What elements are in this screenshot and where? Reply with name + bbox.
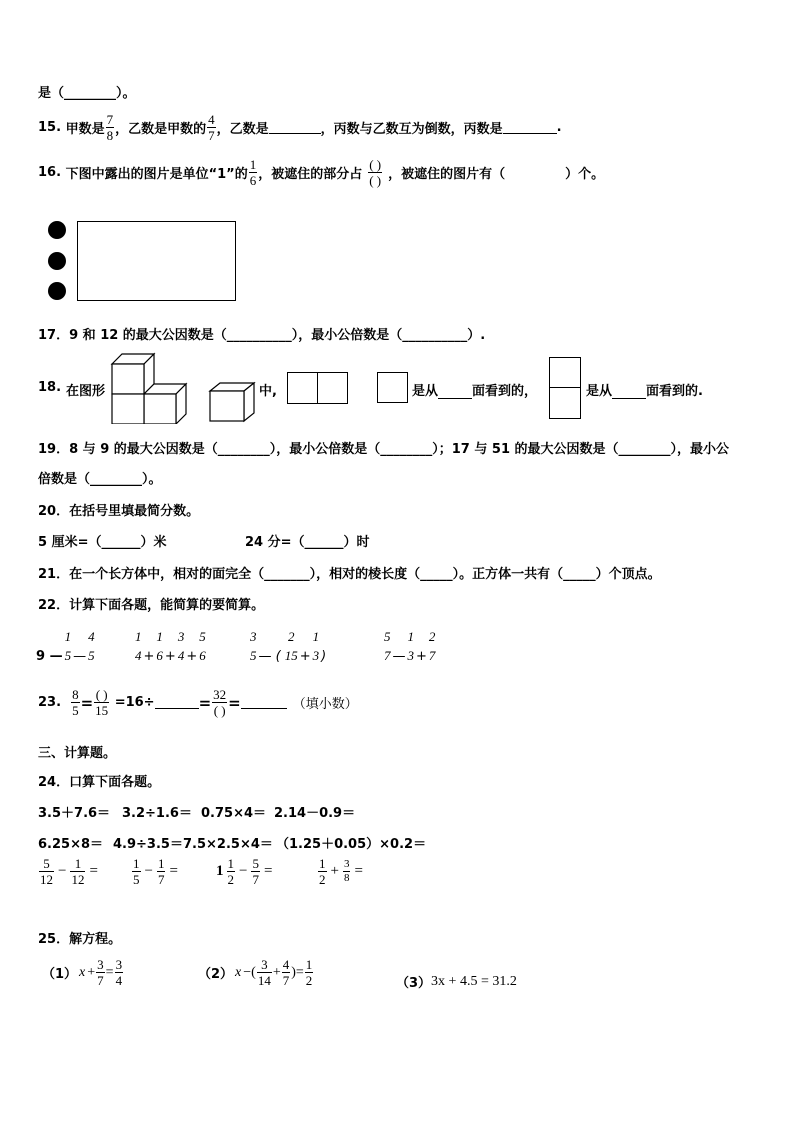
- q20-title: 20．在括号里填最简分数。: [38, 504, 200, 519]
- question-23: 23. $\frac{8}{5}$ = $\frac{( )}{15}$ =16÷ = $\frac{32}{( )}$ = （填小数）: [38, 687, 358, 718]
- q22-title: 22．计算下面各题，能简算的要简算。: [38, 598, 265, 613]
- q18-text-a: 在图形: [66, 384, 106, 399]
- q22-expression-4: [382, 627, 437, 664]
- q16-text-d: ）个。: [565, 167, 605, 182]
- q24-r2-c2: 4.9÷3.5＝: [113, 837, 183, 852]
- question-16: [38, 158, 604, 187]
- q24-r3-item-1: $\frac{5}{12}$ − $\frac{1}{12}$ =: [40, 856, 98, 887]
- q22-e2-frac-2: 1 6: [156, 628, 163, 663]
- q24-r2-c4: （1.25＋0.05）×0.2＝: [276, 837, 427, 852]
- q22-e3-op-1: — (: [258, 649, 281, 664]
- q22-e1-frac-1: 1 5: [64, 628, 72, 663]
- q23-fraction-2[interactable]: $\frac{( )}{15}$: [95, 687, 109, 718]
- q22-expression-2: [133, 627, 208, 664]
- q23-text-a: =16÷: [114, 695, 155, 710]
- q22-e2-op-1: +: [143, 649, 155, 664]
- q24-r3-item-3: 1 $\frac{1}{2}$ − $\frac{5}{7}$ =: [216, 856, 273, 887]
- figure-dot-2: [48, 252, 66, 270]
- q22-e3-frac-2: 2 15: [284, 628, 298, 663]
- q15-number: 15.: [38, 120, 62, 135]
- q25-equation-3: （3） 3x + 4.5 = 31.2: [396, 973, 517, 991]
- q19-line-1: 19．8 与 9 的最大公因数是（________），最小公倍数是（________）；17 与 51 的最大公因数是（________），最小公: [38, 442, 730, 457]
- question-17: 17．9 和 12 的最大公因数是（__________），最小公倍数是（__________）.: [38, 328, 486, 343]
- q24-r1-c4: 2.14－0.9＝: [274, 806, 356, 821]
- q22-e1-lead: 9 —: [36, 649, 63, 664]
- q25-equation-2: （2） x −( $\frac{3}{14}$ + $\frac{4}{7}$ )= $\frac{1}{2}$: [198, 957, 313, 988]
- question-15: [38, 113, 562, 142]
- q24-r3-item-2: $\frac{1}{5}$ − $\frac{1}{7}$ =: [133, 856, 178, 887]
- single-cube-figure: [208, 381, 256, 423]
- q20-item-1: 5 厘米=（______）米: [38, 535, 167, 550]
- q14-tail: 是（________）。: [38, 86, 136, 101]
- q22-e4-op-2: +: [416, 649, 427, 664]
- cube-stack-figure: [110, 352, 188, 424]
- q16-fraction: $\frac{1}{6}$: [249, 157, 257, 188]
- q22-e2-op-3: +: [186, 649, 198, 664]
- q23-number: 23.: [38, 695, 62, 710]
- q24-r2-c3: 7.5×2.5×4＝: [183, 837, 273, 852]
- figure-dot-3: [48, 282, 66, 300]
- q24-r1-c3: 0.75×4＝: [201, 806, 267, 821]
- q23-fraction-1: $\frac{8}{5}$: [72, 687, 79, 718]
- q16-text-a: 下图中露出的图片是单位“1”的: [65, 167, 248, 182]
- view-single-square: [377, 372, 408, 403]
- q19-line-2: 倍数是（________）。: [38, 472, 162, 487]
- q15-text-d: ，丙数与乙数互为倒数，丙数是: [320, 122, 503, 137]
- q22-e3-frac-1: 3 5: [250, 628, 257, 663]
- q15-text-a: 甲数是: [65, 122, 105, 137]
- q16-number: 16.: [38, 165, 62, 180]
- q22-e3-frac-3: 1 3: [312, 628, 320, 663]
- q25-equation-1: （1） x + $\frac{3}{7}$ = $\frac{3}{4}$: [42, 957, 123, 988]
- q22-e3-close: ): [321, 649, 327, 664]
- q18-text-c: 是从: [412, 384, 439, 399]
- q23-note: （填小数）: [292, 697, 358, 712]
- q15-text-c: ，乙数是: [216, 122, 269, 137]
- q22-expression-3: [248, 627, 326, 664]
- q15-fraction-b: $\frac{4}{7}$: [208, 112, 215, 143]
- q20-item-2: 24 分=（______）时: [245, 535, 370, 550]
- q18-text-d: 面看到的，: [472, 384, 538, 399]
- q22-expression-1: [36, 627, 97, 664]
- q22-e2-op-2: +: [164, 649, 176, 664]
- q18-text-f: 面看到的.: [646, 384, 703, 399]
- section-3-heading: 三、计算题。: [38, 746, 117, 761]
- q15-text-e: .: [556, 120, 562, 135]
- q23-blank-1[interactable]: [155, 696, 199, 709]
- question-21: 21．在一个长方体中，相对的面完全（_______），相对的棱长度（_____）。正方体一共有（_____）个顶点。: [38, 567, 661, 582]
- q18-text-b: 中,: [259, 384, 277, 399]
- q24-r3-item-4: $\frac{1}{2}$ + $\frac{3}{8}$ =: [319, 856, 363, 887]
- q23-fraction-3[interactable]: $\frac{32}{( )}$: [213, 687, 227, 718]
- q16-text-b: ，被遮住的部分占: [258, 167, 363, 182]
- q22-e4-op-1: —: [392, 649, 406, 664]
- q18-blank-2[interactable]: [612, 386, 646, 399]
- q25-title: 25．解方程。: [38, 932, 122, 947]
- q24-title: 24．口算下面各题。: [38, 775, 161, 790]
- q22-e4-frac-1: 5 7: [384, 628, 391, 663]
- q18-number: 18.: [38, 380, 62, 395]
- q15-fraction-a: $\frac{7}{8}$: [106, 112, 114, 143]
- q24-r1-c1: 3.5＋7.6＝: [38, 806, 111, 821]
- q23-blank-2[interactable]: [241, 696, 287, 709]
- q22-e1-op: —: [73, 649, 87, 664]
- q16-text-c: ，被遮住的图片有（: [388, 167, 506, 182]
- q15-blank-2[interactable]: [503, 121, 557, 134]
- view-two-squares-horizontal: [287, 372, 348, 404]
- figure-dot-1: [48, 221, 66, 239]
- q22-e2-frac-1: 1 4: [135, 628, 142, 663]
- q18-text-e: 是从: [586, 384, 613, 399]
- q15-text-b: ，乙数是甲数的: [115, 122, 207, 137]
- q24-r2-c1: 6.25×8＝: [38, 837, 104, 852]
- q22-e3-op-2: +: [299, 649, 311, 664]
- q22-e2-frac-4: 5 6: [199, 628, 206, 663]
- q16-answer-fraction[interactable]: $\frac{( )}{( )}$: [369, 157, 382, 188]
- q18-blank-1[interactable]: [438, 386, 472, 399]
- q18-blank-2-group: [586, 380, 703, 399]
- view-two-squares-vertical: [549, 357, 581, 419]
- q24-r1-c2: 3.2÷1.6＝: [122, 806, 192, 821]
- q18-blank-1-group: [412, 380, 537, 399]
- q15-blank-1[interactable]: [269, 121, 321, 134]
- q22-e1-frac-2: 4 5: [88, 628, 95, 663]
- cover-rectangle: [77, 221, 236, 301]
- q22-e4-frac-3: 2 7: [428, 628, 436, 663]
- q22-e4-frac-2: 1 3: [407, 628, 414, 663]
- q22-e2-frac-3: 3 4: [177, 628, 185, 663]
